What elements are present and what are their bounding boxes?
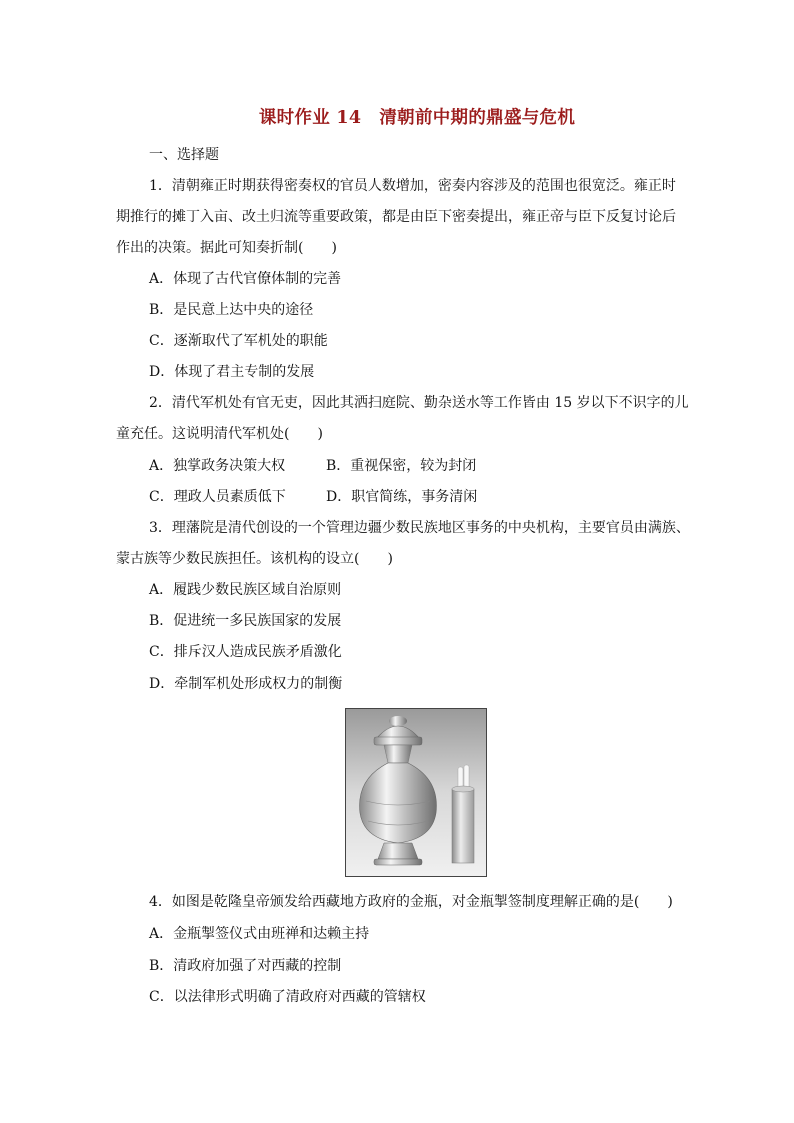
q3-option-c: C．排斥汉人造成民族矛盾激化	[149, 644, 342, 660]
q2-option-b: B．重视保密，较为封闭	[326, 458, 477, 474]
q2-option-a: A．独掌政务决策大权	[149, 458, 286, 474]
q2-option-c: C．理政人员素质低下	[149, 489, 286, 505]
q1-stem-line1: 1．清朝雍正时期获得密奏权的官员人数增加，密奏内容涉及的范围也很宽泛。雍正时	[149, 178, 676, 194]
q2-option-d: D．职官简练，事务清闲	[326, 489, 478, 505]
q4-option-a: A．金瓶掣签仪式由班禅和达赖主持	[149, 926, 370, 942]
q3-stem-line2: 蒙古族等少数民族担任。该机构的设立( )	[116, 551, 393, 567]
golden-urn-photo	[345, 708, 487, 877]
q4-option-b: B．清政府加强了对西藏的控制	[149, 958, 342, 974]
title-topic: 清朝前中期的鼎盛与危机	[379, 108, 576, 128]
title-lesson-number: 课时作业 14	[258, 108, 362, 128]
q2-stem-line2: 童充任。这说明清代军机处( )	[116, 426, 323, 442]
q2-stem-line1: 2．清代军机处有官无吏，因此其洒扫庭院、勤杂送水等工作皆由 15 岁以下不识字的儿	[149, 395, 689, 411]
q1-option-d: D．体现了君主专制的发展	[149, 364, 315, 380]
golden-urn-illustration	[346, 709, 486, 876]
q1-option-a: A．体现了古代官僚体制的完善	[149, 271, 342, 287]
q3-option-b: B．促进统一多民族国家的发展	[149, 613, 342, 629]
q1-option-c: C．逐渐取代了军机处的职能	[149, 333, 328, 349]
page-title	[0, 104, 794, 129]
q1-stem-line2: 期推行的摊丁入亩、改土归流等重要政策，都是由臣下密奏提出，雍正帝与臣下反复讨论后	[116, 209, 676, 225]
q3-option-d: D．牵制军机处形成权力的制衡	[149, 676, 343, 692]
q4-stem-line1: 4．如图是乾隆皇帝颁发给西藏地方政府的金瓶，对金瓶掣签制度理解正确的是( )	[149, 894, 673, 910]
q1-stem-line3: 作出的决策。据此可知奏折制( )	[116, 240, 337, 256]
q3-option-a: A．履践少数民族区域自治原则	[149, 582, 342, 598]
q3-stem-line1: 3．理藩院是清代创设的一个管理边疆少数民族地区事务的中央机构，主要官员由满族、	[149, 520, 690, 536]
q4-option-c: C．以法律形式明确了清政府对西藏的管辖权	[149, 989, 426, 1005]
q1-option-b: B．是民意上达中央的途径	[149, 302, 314, 318]
section-heading: 一、选择题	[149, 147, 219, 163]
